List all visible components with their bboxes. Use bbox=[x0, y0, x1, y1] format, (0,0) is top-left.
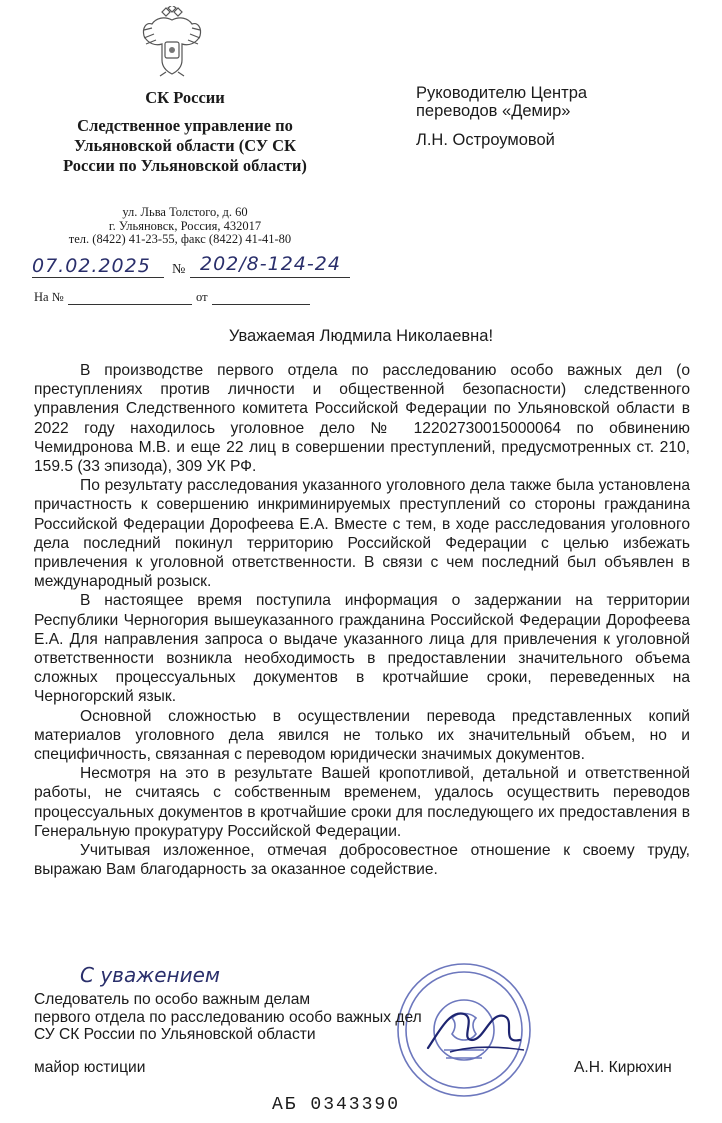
paragraph: По результату расследования указанного уголовного дела также была установлена причастность к совершению инкриминируемых преступлений со стороны гражданина Российской Федерации Дорофеева Е.А. Вместе с тем, в ходе расследования уголовного дела последний покинул территорию Российской Федерации с целью избежать привлечения к уголовной ответственности. В связи с чем последний был объявлен в международный розыск. bbox=[34, 477, 690, 591]
recipient-title: Руководителю Центра переводов «Демир» bbox=[416, 84, 588, 120]
rank: майор юстиции bbox=[34, 1059, 146, 1076]
position-line: СУ СК России по Ульяновской области bbox=[34, 1026, 316, 1043]
address-city: г. Ульяновск, Россия, 432017 bbox=[108, 218, 262, 233]
signature-icon bbox=[420, 1000, 530, 1060]
paragraph: В настоящее время поступила информация о задержании на территории Республики Черногория вышеуказанного гражданина Российской Федерации Дорофеева Е.А. Для направления запроса о выдаче указанного лица для привлечения к уголовной ответственности возникла необходимость в предоставлении значительного объема сложных процессуальных документов в кротчайшие сроки, переведенных на Черногорский язык. bbox=[34, 592, 690, 706]
position-line: первого отдела по расследованию особо важных дел bbox=[34, 1008, 422, 1026]
org-address bbox=[40, 206, 330, 247]
handwritten-ref-number: 202/8-124-24 bbox=[200, 253, 341, 275]
address-street: ул. Льва Толстого, д. 60 bbox=[122, 205, 248, 219]
number-underline bbox=[190, 277, 350, 278]
org-short-name: СК России bbox=[145, 88, 225, 107]
signer-name: А.Н. Кирюхин bbox=[574, 1059, 672, 1076]
date-underline bbox=[32, 277, 164, 278]
recipient-name: Л.Н. Остроумовой bbox=[416, 131, 555, 149]
org-full-name: Следственное управление по Ульяновской области (СУ СК России по Ульяновской области) bbox=[63, 116, 307, 175]
address-contacts: тел. (8422) 41-23-55, факс (8422) 41-41-80 bbox=[68, 232, 292, 246]
paragraph: Учитывая изложенное, отмечая добросовестное отношение к своему труду, выражаю Вам благодарность за оказанное содействие. bbox=[34, 842, 690, 879]
reference-na-line bbox=[68, 304, 192, 305]
paragraph: Основной сложностью в осуществлении перевода представленных копий материалов уголовного дела явился не только их значительный объем, но и специфичность, связанная с переводом юридически значимых документов. bbox=[34, 707, 690, 764]
reference-na-label: На № bbox=[34, 290, 64, 304]
signature-block bbox=[34, 991, 422, 1044]
letter-body bbox=[34, 361, 690, 879]
handwritten-regards: С уважением bbox=[80, 963, 220, 987]
greeting: Уважаемая Людмила Николаевна! bbox=[228, 327, 494, 345]
coat-of-arms-icon bbox=[138, 6, 206, 78]
number-sign: № bbox=[172, 262, 186, 277]
reference-ot-label: от bbox=[196, 290, 208, 304]
paragraph: Несмотря на это в результате Вашей кропотливой, детальной и ответственной работы, не считаясь с собственным временем, удалось осуществить переводов процессуальных документов в кротчайшие сроки для последующего их предоставления в Генеральную прокуратуру Российской Федерации. bbox=[34, 765, 690, 840]
position-line: Следователь по особо важным делам bbox=[34, 991, 311, 1008]
reference-ot-line bbox=[212, 304, 310, 305]
handwritten-date: 07.02.2025 bbox=[32, 255, 151, 277]
paragraph: В производстве первого отдела по расследованию особо важных дел (о преступлениях против личности и общественной безопасности) следственного управления Следственного комитета Российской Федерации по Ульяновской области в 2022 году находилось уголовное дело № 12202730015000064 по обвинению Чемидронова М.В. и еще 22 лиц в совершении преступлений, предусмотренных ст. 210, 159.5 (33 эпизода), 309 УК РФ. bbox=[34, 362, 690, 476]
form-serial-number: АБ 0343390 bbox=[272, 1095, 401, 1115]
